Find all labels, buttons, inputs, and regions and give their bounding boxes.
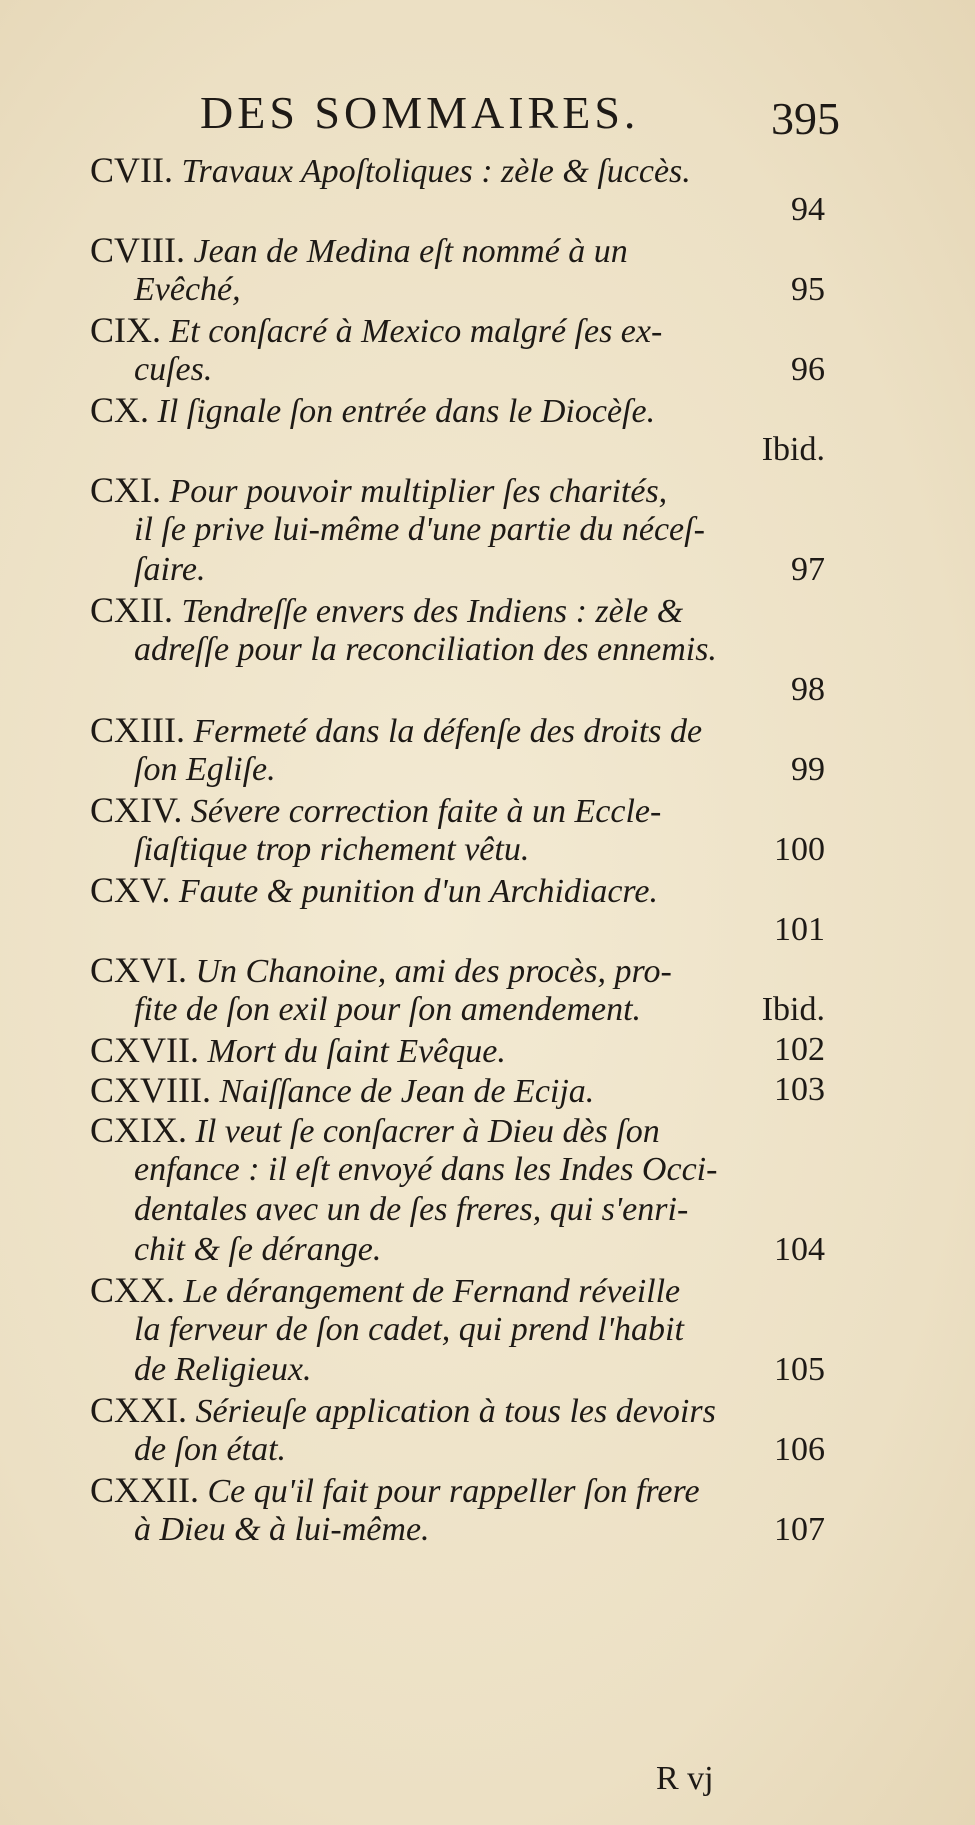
entry-line	[90, 1070, 825, 1110]
entry-text: Sévere correction faite à un Eccle-	[190, 793, 662, 830]
entry-text: Il veut ſe conſacrer à Dieu dès ſon	[195, 1113, 660, 1150]
summary-entry	[90, 710, 825, 790]
entry-numeral: CXIV.	[90, 790, 183, 830]
entry-line	[90, 470, 825, 510]
entry-line	[90, 910, 825, 950]
header-title: DES SOMMAIRES.	[200, 87, 640, 138]
entry-numeral: CX.	[90, 390, 150, 430]
entry-text: Jean de Medina eſt nommé à un	[193, 233, 628, 270]
entry-numeral: CXIII.	[90, 710, 185, 750]
summary-entry	[90, 1390, 825, 1470]
entry-line	[90, 1430, 825, 1470]
running-header	[200, 86, 840, 146]
entry-line	[90, 790, 825, 830]
entry-text: adreſſe pour la reconciliation des ennemis.	[134, 631, 717, 668]
entry-line	[90, 270, 825, 310]
summary-entry	[90, 150, 825, 230]
entry-text: dentales avec un de ſes freres, qui s'enri-	[134, 1191, 689, 1228]
entry-text: Evêché,	[134, 271, 241, 308]
entry-line	[90, 630, 825, 670]
entry-text: Fermeté dans la défenſe des droits de	[193, 713, 703, 750]
entry-text: Et conſacré à Mexico malgré ſes ex-	[169, 313, 663, 350]
entry-page-ref: 94	[791, 191, 825, 228]
summary-entry	[90, 1110, 825, 1270]
entry-line	[90, 670, 825, 710]
entry-page-ref: 101	[774, 911, 825, 948]
entry-line	[90, 950, 825, 990]
entry-page-ref: 102	[774, 1031, 825, 1068]
summary-entry	[90, 950, 825, 1030]
summary-list	[90, 150, 825, 1550]
entry-text: Pour pouvoir multiplier ſes charités,	[169, 473, 668, 510]
entry-numeral: CXX.	[90, 1270, 176, 1310]
entry-text: de ſon état.	[134, 1431, 287, 1468]
entry-line	[90, 1150, 825, 1190]
entry-line	[90, 1230, 825, 1270]
entry-numeral: CXVII.	[90, 1030, 199, 1070]
entry-page-ref: 105	[774, 1351, 825, 1388]
entry-text: Tendreſſe envers des Indiens : zèle &	[181, 593, 684, 630]
entry-text: de Religieux.	[134, 1351, 312, 1388]
entry-line	[90, 150, 825, 190]
summary-entry	[90, 790, 825, 870]
entry-text: Mort du ſaint Evêque.	[207, 1033, 506, 1070]
entry-numeral: CXVI.	[90, 950, 187, 990]
entry-text: enfance : il eſt envoyé dans les Indes Occi-	[134, 1151, 718, 1188]
entry-text: Travaux Apoſtoliques : zèle & ſuccès.	[181, 153, 691, 190]
entry-text: Sérieuſe application à tous les devoirs	[195, 1393, 716, 1430]
entry-text: Un Chanoine, ami des procès, pro-	[195, 953, 672, 990]
entry-text: Ce qu'il fait pour rappeller ſon frere	[207, 1473, 700, 1510]
entry-numeral: CXXI.	[90, 1390, 187, 1430]
entry-line	[90, 190, 825, 230]
entry-line	[90, 590, 825, 630]
entry-page-ref: 97	[791, 551, 825, 588]
entry-numeral: CVII.	[90, 150, 173, 190]
entry-line	[90, 1110, 825, 1150]
entry-line	[90, 430, 825, 470]
entry-numeral: CXI.	[90, 470, 161, 510]
summary-entry	[90, 1070, 825, 1110]
entry-text: cuſes.	[134, 351, 213, 388]
entry-line	[90, 230, 825, 270]
summary-entry	[90, 1470, 825, 1550]
entry-text: fite de ſon exil pour ſon amendement.	[134, 991, 642, 1028]
summary-entry	[90, 390, 825, 470]
entry-line	[90, 1470, 825, 1510]
summary-entry	[90, 230, 825, 310]
signature-mark: R vj	[656, 1760, 714, 1797]
entry-text: Il ſignale ſon entrée dans le Diocèſe.	[157, 393, 656, 430]
entry-page-ref: 106	[774, 1431, 825, 1468]
entry-page-ref: 103	[774, 1071, 825, 1108]
entry-text: chit & ſe dérange.	[134, 1231, 382, 1268]
entry-line	[90, 1270, 825, 1310]
summary-entry	[90, 310, 825, 390]
entry-line	[90, 1510, 825, 1550]
entry-page-ref: Ibid.	[761, 991, 825, 1028]
summary-entry	[90, 590, 825, 710]
entry-numeral: CXV.	[90, 870, 171, 910]
entry-page-ref: 104	[774, 1231, 825, 1268]
entry-text: à Dieu & à lui-même.	[134, 1511, 430, 1548]
summary-entry	[90, 1270, 825, 1390]
entry-text: ſaire.	[134, 551, 206, 588]
entry-line	[90, 390, 825, 430]
entry-page-ref: 95	[791, 271, 825, 308]
entry-line	[90, 990, 825, 1030]
entry-numeral: CXVIII.	[90, 1070, 211, 1110]
entry-line	[90, 1390, 825, 1430]
entry-line	[90, 830, 825, 870]
entry-line	[90, 310, 825, 350]
summary-entry	[90, 1030, 825, 1070]
entry-text: Naiſſance de Jean de Ecija.	[219, 1073, 595, 1110]
entry-page-ref: 100	[774, 831, 825, 868]
entry-page-ref: Ibid.	[761, 431, 825, 468]
entry-line	[90, 1350, 825, 1390]
entry-page-ref: 96	[791, 351, 825, 388]
entry-page-ref: 107	[774, 1511, 825, 1548]
entry-line	[90, 350, 825, 390]
entry-line	[90, 710, 825, 750]
entry-line	[90, 870, 825, 910]
header-page-number: 395	[771, 93, 840, 144]
entry-numeral: CVIII.	[90, 230, 185, 270]
entry-page-ref: 99	[791, 751, 825, 788]
entry-line	[90, 750, 825, 790]
entry-numeral: CXII.	[90, 590, 173, 630]
entry-numeral: CXIX.	[90, 1110, 187, 1150]
entry-line	[90, 1190, 825, 1230]
entry-page-ref: 98	[791, 671, 825, 708]
entry-text: ſiaſtique trop richement vêtu.	[134, 831, 530, 868]
entry-numeral: CIX.	[90, 310, 161, 350]
entry-line	[90, 1030, 825, 1070]
summary-entry	[90, 470, 825, 590]
entry-numeral: CXXII.	[90, 1470, 199, 1510]
entry-text: ſon Egliſe.	[134, 751, 276, 788]
entry-text: Le dérangement de Fernand réveille	[183, 1273, 681, 1310]
summary-entry	[90, 870, 825, 950]
entry-line	[90, 1310, 825, 1350]
entry-text: Faute & punition d'un Archidiacre.	[178, 873, 658, 910]
entry-text: il ſe prive lui-même d'une partie du néceſ-	[134, 511, 705, 548]
entry-line	[90, 510, 825, 550]
entry-text: la ferveur de ſon cadet, qui prend l'habit	[134, 1311, 684, 1348]
entry-line	[90, 550, 825, 590]
